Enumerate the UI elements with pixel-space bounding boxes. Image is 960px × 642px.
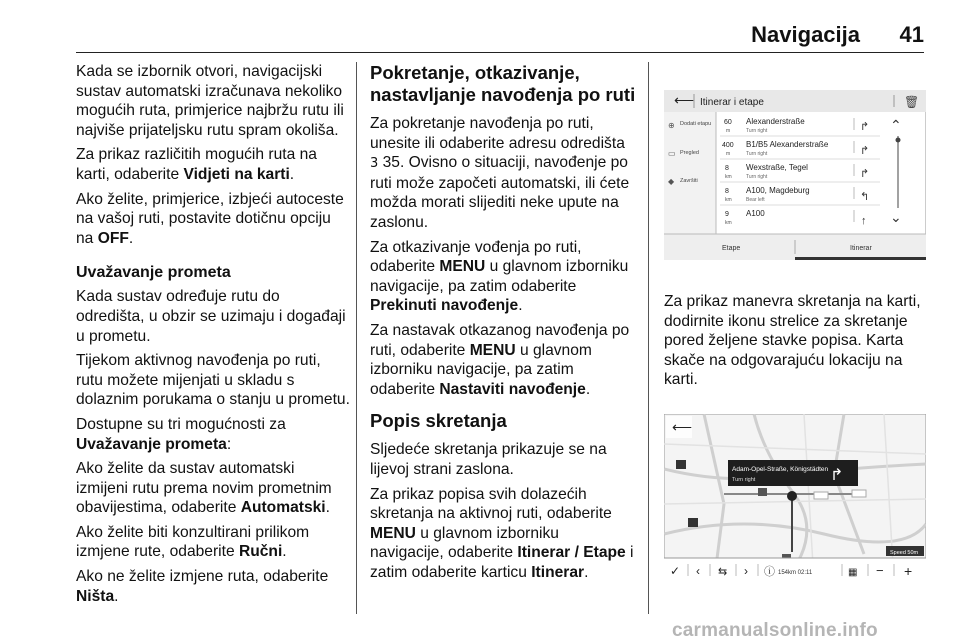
poi-icon[interactable] (676, 460, 686, 469)
svg-text:km: km (725, 174, 732, 180)
paragraph: Za prikaz manevra skretanja na karti, dodirnite ikonu strelice za skretanje pored željene stavke popisa. Karta skače na odgovarajuću lokaciju na karti. (664, 293, 921, 389)
paragraph: Ako želite da sustav automatski izmijeni rutu prema novim prometnim obavijestima, odaberite Automatski. (76, 460, 332, 517)
screen-title: Itinerar i etape (700, 97, 764, 108)
turn-right-arrow-icon[interactable]: ↱ (860, 145, 870, 157)
poi-icon[interactable] (758, 488, 767, 496)
page-header (0, 22, 960, 54)
svg-text:9: 9 (725, 211, 729, 218)
scroll-up-icon[interactable]: ⌃ (890, 117, 902, 133)
overview-icon[interactable]: ▭ (668, 149, 676, 158)
svg-text:Wexstraße, Tegel: Wexstraße, Tegel (746, 163, 808, 172)
svg-text:B1/B5 Alexanderstraße: B1/B5 Alexanderstraße (746, 140, 829, 149)
check-icon[interactable]: ✓ (670, 564, 681, 578)
page-number: 41 (899, 22, 924, 47)
heading-turn-list: Popis skretanja (370, 410, 507, 432)
column-divider (356, 62, 357, 614)
finish-icon[interactable]: ◆ (668, 177, 675, 186)
back-arrow-icon[interactable]: ⟵ (672, 419, 693, 435)
back-arrow-icon[interactable]: ⟵ (674, 92, 695, 108)
svg-text:A100, Magdeburg: A100, Magdeburg (746, 186, 810, 195)
side-item-add-stage[interactable]: Dodati etapu (680, 121, 712, 127)
bear-left-arrow-icon[interactable]: ↰ (860, 191, 870, 203)
header-rule (76, 52, 924, 53)
map-screenshot (664, 414, 926, 582)
svg-text:km: km (725, 197, 732, 203)
svg-text:Turn right: Turn right (746, 174, 768, 180)
svg-text:m: m (726, 128, 731, 134)
paragraph: Kada se izbornik otvori, navigacijski sustav automatski izračunava nekoliko mogućih ruta, primjerice najbržu rutu ili najviše prijateljsku rutu spram okoliša. (76, 63, 344, 139)
svg-text:400: 400 (722, 142, 734, 149)
chevron-left-icon[interactable]: ‹ (696, 564, 700, 578)
svg-text:Alexanderstraße: Alexanderstraße (746, 117, 805, 126)
watermark: carmanualsonline.info (672, 620, 878, 641)
straight-arrow-icon[interactable]: ↑ (861, 215, 867, 227)
road-label (814, 492, 828, 499)
zoom-out-icon[interactable]: − (876, 563, 884, 578)
info-icon[interactable]: ⓘ (764, 566, 775, 578)
paragraph: Za prikaz popisa svih dolazećih skretanja na aktivnoj ruti, odaberite MENU u glavnom izborniku navigacije, odaberite Itinerar / Etape i zatim odaberite karticu Itinerar. (370, 485, 634, 581)
column-3 (664, 292, 926, 395)
svg-text:Turn right: Turn right (746, 128, 768, 134)
svg-text:Bear left: Bear left (746, 197, 765, 203)
svg-text:m: m (726, 151, 731, 157)
subheading-traffic: Uvažavanje prometa (76, 264, 231, 282)
svg-text:km: km (725, 220, 732, 226)
column-1 (76, 62, 350, 611)
tab-stages[interactable]: Etape (722, 245, 741, 252)
paragraph: Kada sustav određuje rutu do odredišta, u obzir se uzimaju i događaji u prometu. (76, 288, 346, 345)
road-label (852, 490, 866, 497)
paragraph: Tijekom aktivnog navođenja po ruti, rutu možete mijenjati u skladu s dolaznim porukama o stanju u prometu. (76, 352, 350, 409)
scroll-down-icon[interactable]: ⌄ (890, 209, 902, 225)
paragraph: Za pokretanje navođenja po ruti, unesite ili odaberite adresu odredišta 3 35. Ovisno o situaciji, navođenje po ruti može započeti automatski, ili ćete možda morati slijediti neke upute na zaslonu. (370, 115, 630, 231)
side-item-overview[interactable]: Pregled (680, 150, 699, 156)
heading-start-cancel: Pokretanje, otkazivanje, nastavljanje navođenja po ruti (370, 62, 636, 105)
reference-arrow-icon: 3 (370, 156, 379, 172)
paragraph: Za prikaz različitih mogućih ruta na karti, odaberite Vidjeti na karti. (76, 146, 317, 183)
paragraph: Ako ne želite izmjene ruta, odaberite Ništa. (76, 568, 329, 605)
route-icon[interactable]: ⇆ (718, 566, 728, 578)
itinerary-screenshot (664, 90, 926, 260)
svg-text:Speed 50m: Speed 50m (890, 550, 919, 556)
paragraph: Dostupne su tri mogućnosti za Uvažavanje prometa: (76, 415, 286, 453)
paragraph: Ako želite, primjerice, izbjeći autoceste na vašoj ruti, postavite dotičnu opciju na OFF. (76, 190, 344, 247)
svg-text:60: 60 (724, 119, 732, 126)
turn-right-arrow-icon: ↱ (830, 467, 844, 484)
turn-right-arrow-icon[interactable]: ↱ (860, 168, 870, 180)
eta-readout: 154km 02:11 (778, 570, 813, 576)
section-title: Navigacija (751, 22, 860, 47)
poi-icon[interactable] (688, 518, 698, 527)
svg-text:A100: A100 (746, 209, 765, 218)
banner-street: Adam-Opel-Straße, Königstädten (732, 466, 829, 473)
trash-icon[interactable]: 🗑 (904, 95, 920, 109)
paragraph: Ako želite biti konzultirani prilikom izmjene rute, odaberite Ručni. (76, 523, 310, 561)
map-settings-icon[interactable]: ▦ (848, 567, 858, 578)
svg-text:8: 8 (725, 188, 729, 195)
column-divider (648, 62, 649, 614)
paragraph: Sljedeće skretanja prikazuje se na lijevoj strani zaslona. (370, 441, 607, 478)
add-stage-icon[interactable]: ⊕ (668, 121, 675, 130)
paragraph: Za nastavak otkazanog navođenja po ruti, odaberite MENU u glavnom izborniku navigacije, pa zatim odaberite Nastaviti navođenje. (370, 321, 630, 398)
paragraph: Za otkazivanje vođenja po ruti, odaberite MENU u glavnom izborniku navigacije, pa zatim odaberite Prekinuti navođenje. (370, 238, 629, 315)
svg-text:Turn right: Turn right (746, 151, 768, 157)
column-2 (370, 62, 636, 587)
vehicle-position-icon (787, 491, 797, 501)
chevron-right-icon[interactable]: › (744, 564, 748, 578)
tab-itinerary[interactable]: Itinerar (850, 245, 872, 252)
side-item-finish[interactable]: Završiti (680, 178, 698, 184)
banner-instruction: Turn right (732, 477, 756, 483)
svg-text:8: 8 (725, 165, 729, 172)
turn-right-arrow-icon[interactable]: ↱ (860, 121, 870, 133)
zoom-in-icon[interactable]: + (904, 563, 913, 579)
